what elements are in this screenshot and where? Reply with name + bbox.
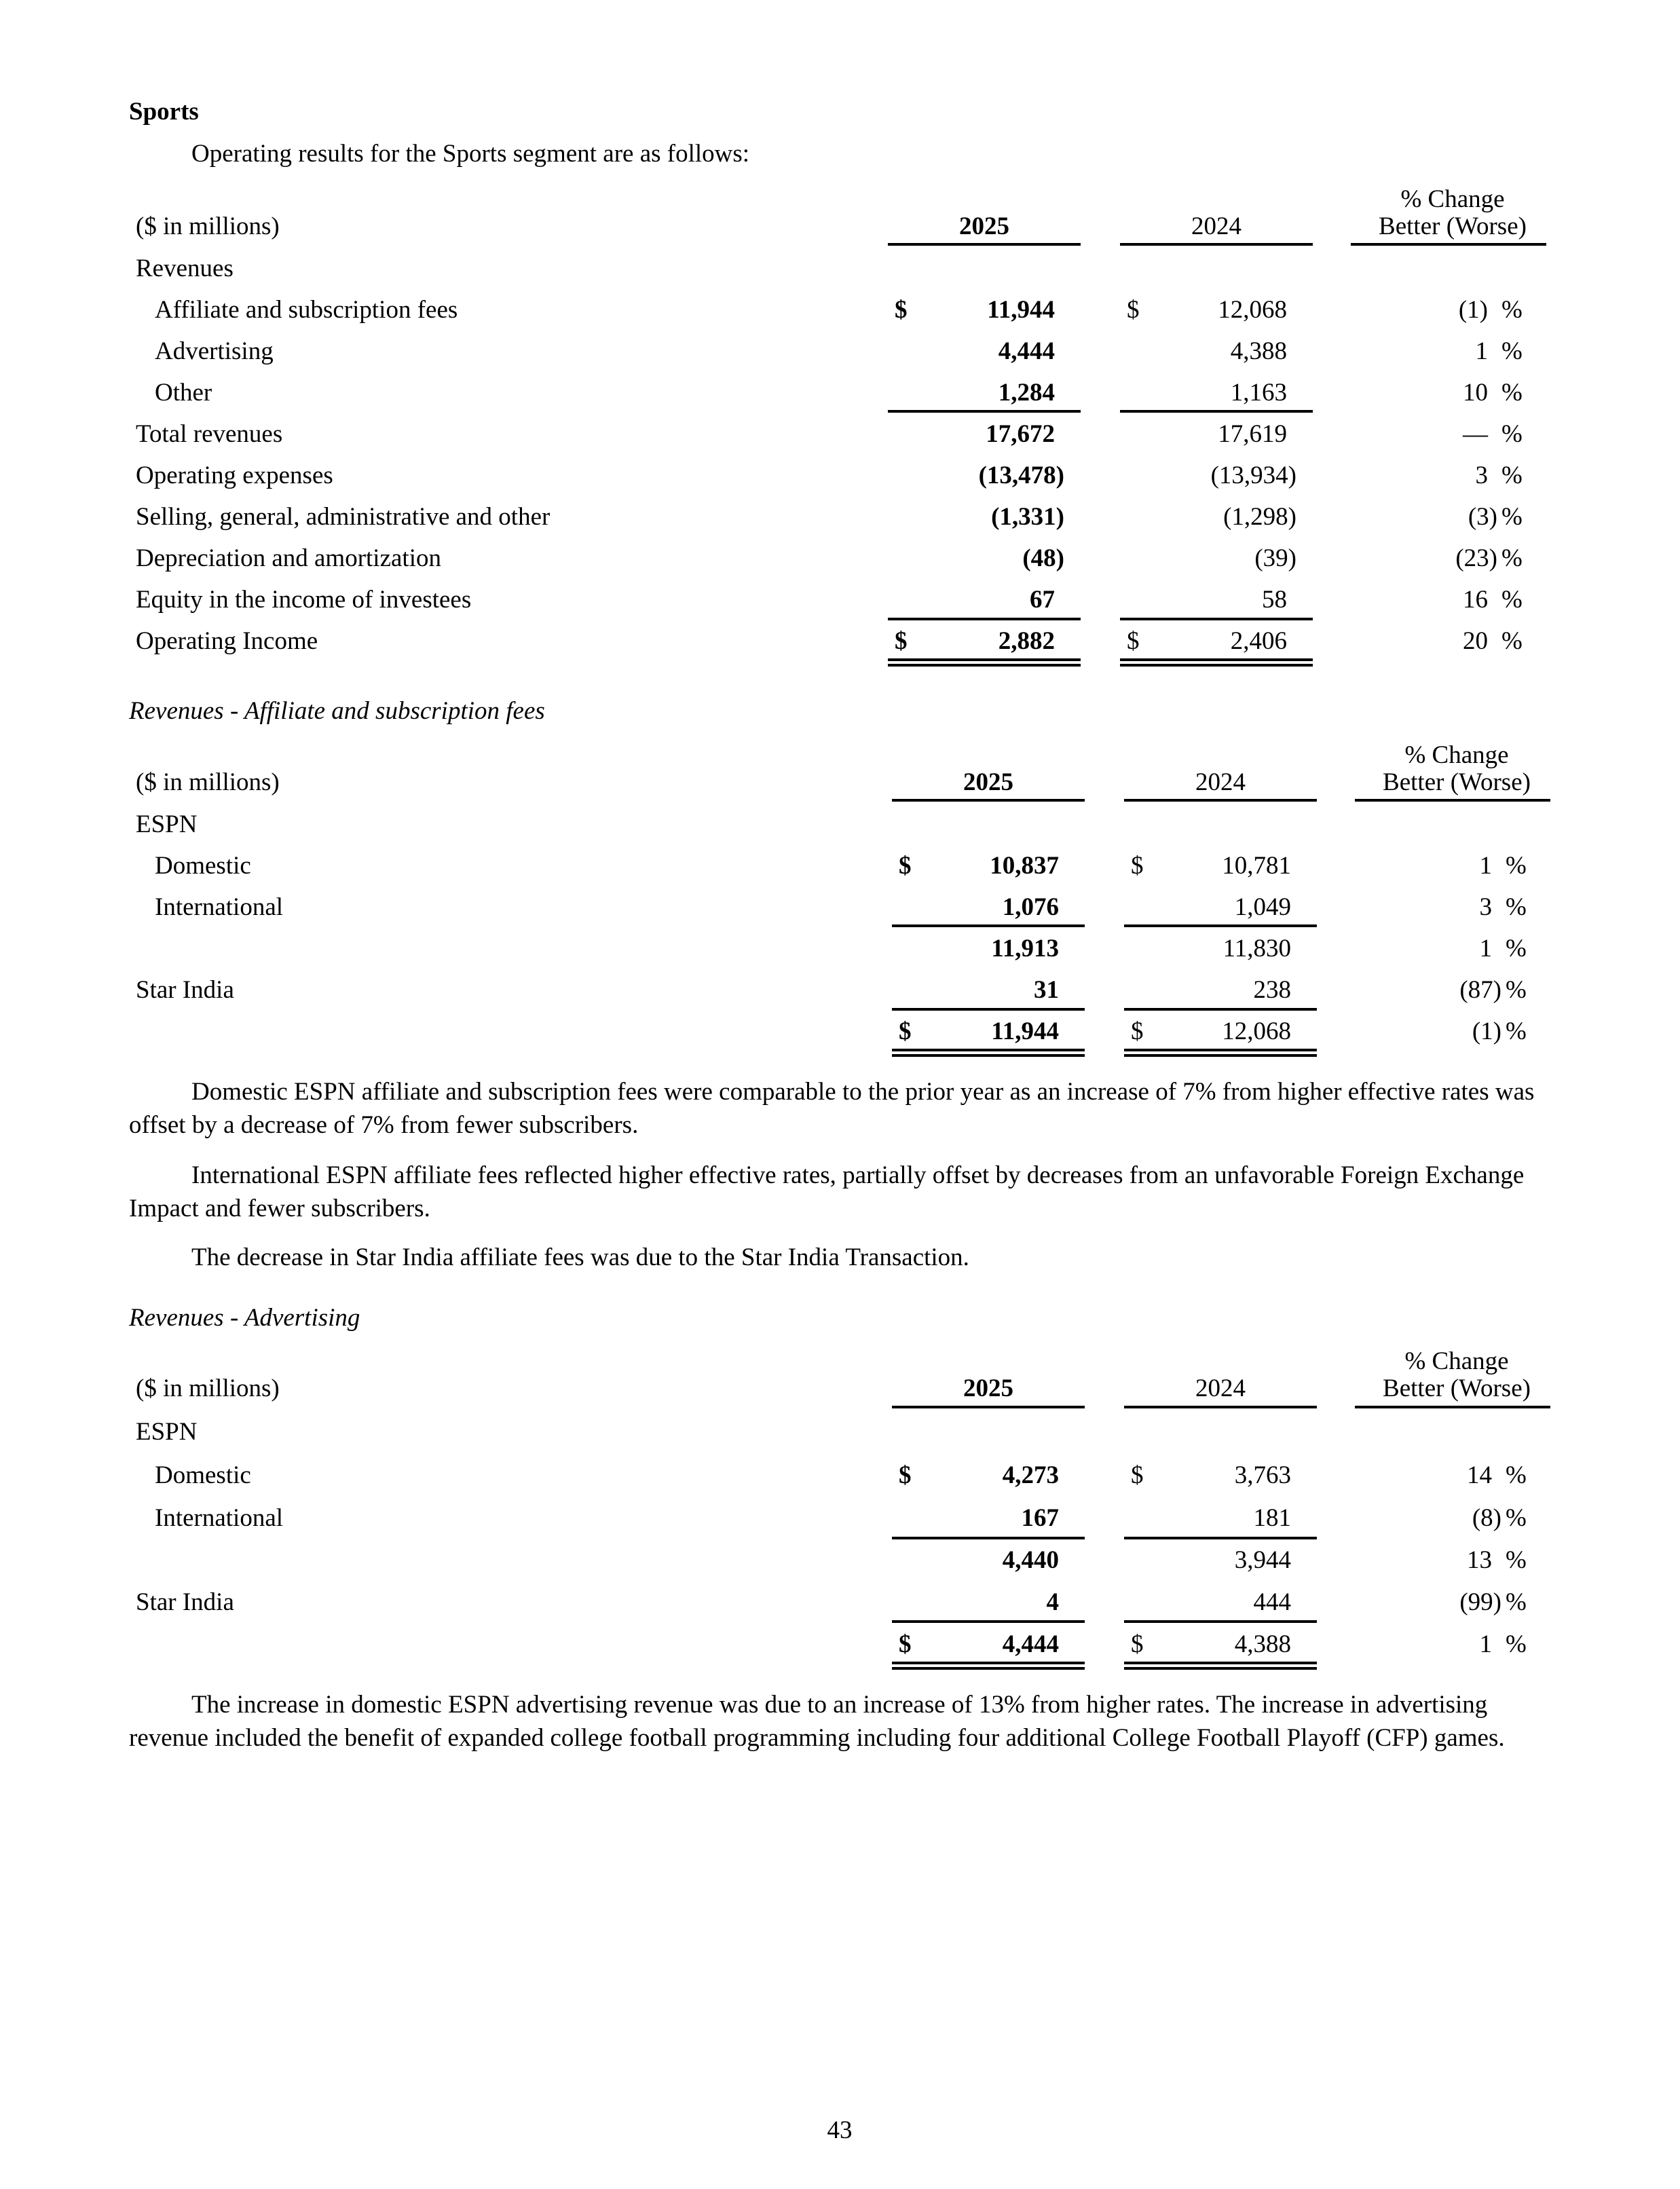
advertising-paragraph: The increase in domestic ESPN advertising revenue was due to an increase of 13% from higher rates. The increase in advertising revenue included the benefit of expanded college football programming including four additional College Football Playoff (CFP) games. — [129, 1691, 1505, 1752]
value-2025: 11,944 — [987, 296, 1055, 324]
total-double-rule — [1124, 1662, 1317, 1670]
total-double-rule — [1124, 1049, 1317, 1057]
pct-sign: % — [1506, 976, 1527, 1004]
total-2024: 4,388 — [1234, 1630, 1291, 1658]
pct-change: 16 — [1463, 586, 1488, 614]
total-2025: 4,444 — [1002, 1630, 1059, 1658]
col-2025-header: 2025 — [959, 212, 1009, 240]
subtotal-rule — [892, 1537, 1085, 1539]
pct-sign: % — [1501, 462, 1523, 489]
pct-change: (8) — [1472, 1504, 1501, 1532]
pct-change: (99) — [1459, 1588, 1501, 1616]
subtotal-rule — [1124, 1008, 1317, 1011]
value-2025: 67 — [1030, 586, 1055, 614]
pct-change: 10 — [1463, 379, 1488, 407]
pct-sign: % — [1501, 544, 1523, 572]
row-label: International — [155, 893, 284, 921]
dollar-sign: $ — [899, 852, 912, 880]
pct-change: (1) — [1458, 296, 1488, 324]
value-2024: 2,406 — [1230, 627, 1287, 655]
value-2025: 17,672 — [986, 420, 1055, 448]
col-2024-header: 2024 — [1195, 1374, 1246, 1402]
value-2025: (48) — [1022, 544, 1064, 572]
pct-sign: % — [1506, 1504, 1527, 1532]
value-2024: 238 — [1253, 976, 1291, 1004]
dollar-sign: $ — [899, 1630, 912, 1658]
col-2025-header: 2025 — [963, 768, 1013, 796]
row-label: Advertising — [155, 337, 274, 365]
group-label: ESPN — [136, 810, 198, 838]
change-header-line2: Better (Worse) — [1383, 1374, 1531, 1402]
pct-change: (87) — [1459, 976, 1501, 1004]
header-rule — [888, 243, 1081, 246]
value-2025: 1,284 — [998, 379, 1055, 407]
row-label: Depreciation and amortization — [136, 544, 441, 572]
value-2025: 1,076 — [1002, 893, 1059, 921]
subtotal-2024: 3,944 — [1234, 1546, 1291, 1574]
advertising-heading: Revenues - Advertising — [129, 1304, 360, 1332]
dollar-sign: $ — [1131, 1630, 1144, 1658]
pct-change: 1 — [1475, 337, 1488, 365]
subtotal-2025: 11,913 — [991, 935, 1059, 962]
pct-sign: % — [1501, 420, 1523, 448]
row-label: International — [155, 1504, 284, 1532]
value-2024: 444 — [1253, 1588, 1291, 1616]
pct-change: 1 — [1479, 1630, 1492, 1658]
dollar-sign: $ — [1131, 1017, 1144, 1045]
total-double-rule — [892, 1049, 1085, 1057]
total-double-rule — [892, 1662, 1085, 1670]
subtotal-rule — [892, 1620, 1085, 1623]
subtotal-rule — [888, 410, 1081, 413]
total-double-rule — [888, 658, 1081, 667]
subtotal-2024: 11,830 — [1222, 935, 1291, 962]
dollar-sign: $ — [895, 296, 908, 324]
change-header-line1: % Change — [1400, 185, 1505, 213]
value-2024: 1,049 — [1234, 893, 1291, 921]
pct-change: 13 — [1467, 1546, 1492, 1574]
value-2024: 58 — [1262, 586, 1287, 614]
header-rule — [1355, 799, 1550, 802]
units-label: ($ in millions) — [136, 1374, 280, 1402]
pct-change: 1 — [1479, 935, 1492, 962]
row-label: Operating expenses — [136, 462, 333, 489]
units-label: ($ in millions) — [136, 212, 280, 240]
pct-sign: % — [1506, 1017, 1527, 1045]
revenues-label: Revenues — [136, 255, 234, 282]
row-label: Selling, general, administrative and other — [136, 503, 550, 531]
pct-sign: % — [1501, 503, 1523, 531]
value-2025: 10,837 — [990, 852, 1059, 880]
change-header-line2: Better (Worse) — [1379, 212, 1527, 240]
value-2024: (13,934) — [1210, 462, 1296, 489]
value-2024: 1,163 — [1230, 379, 1287, 407]
pct-sign: % — [1506, 1588, 1527, 1616]
subtotal-rule — [892, 924, 1085, 927]
change-header-line1: % Change — [1404, 741, 1509, 769]
affiliate-heading: Revenues - Affiliate and subscription fees — [129, 697, 545, 725]
pct-sign: % — [1501, 586, 1523, 614]
header-rule — [1351, 243, 1546, 246]
pct-change: (1) — [1472, 1017, 1501, 1045]
affiliate-paragraph: International ESPN affiliate fees reflected higher effective rates, partially offset by decreases from an unfavorable Foreign Exchange Impact and fewer subscribers. — [129, 1161, 1525, 1222]
dollar-sign: $ — [899, 1461, 912, 1489]
group-label: ESPN — [136, 1418, 198, 1446]
subtotal-rule — [1124, 924, 1317, 927]
row-label: Star India — [136, 1588, 234, 1616]
pct-change: 3 — [1475, 462, 1488, 489]
total-double-rule — [1120, 658, 1313, 667]
value-2025: 4,444 — [998, 337, 1055, 365]
value-2025: (1,331) — [991, 503, 1064, 531]
row-label: Star India — [136, 976, 234, 1004]
dollar-sign: $ — [1127, 296, 1140, 324]
value-2025: 167 — [1021, 1504, 1059, 1532]
value-2024: 3,763 — [1234, 1461, 1291, 1489]
value-2024: 181 — [1253, 1504, 1291, 1532]
page-number: 43 — [827, 2116, 853, 2144]
change-header-line1: % Change — [1404, 1347, 1509, 1375]
row-label: Affiliate and subscription fees — [155, 296, 458, 324]
value-2024: 12,068 — [1218, 296, 1287, 324]
dollar-sign: $ — [1131, 1461, 1144, 1489]
subtotal-rule — [1120, 618, 1313, 620]
pct-sign: % — [1506, 852, 1527, 880]
pct-change: — — [1463, 420, 1488, 448]
units-label: ($ in millions) — [136, 768, 280, 796]
affiliate-paragraph: The decrease in Star India affiliate fees was due to the Star India Transaction. — [191, 1243, 969, 1271]
value-2025: 2,882 — [998, 627, 1055, 655]
pct-sign: % — [1506, 893, 1527, 921]
row-label: Total revenues — [136, 420, 283, 448]
row-label: Domestic — [155, 852, 251, 880]
col-2025-header: 2025 — [963, 1374, 1013, 1402]
header-rule — [1124, 1406, 1317, 1408]
change-header-line2: Better (Worse) — [1383, 768, 1531, 796]
pct-sign: % — [1506, 935, 1527, 962]
subtotal-rule — [1124, 1537, 1317, 1539]
pct-sign: % — [1506, 1546, 1527, 1574]
pct-sign: % — [1501, 337, 1523, 365]
pct-change: 1 — [1479, 852, 1492, 880]
value-2025: (13,478) — [978, 462, 1064, 489]
dollar-sign: $ — [1131, 852, 1144, 880]
value-2024: (39) — [1254, 544, 1296, 572]
total-2025: 11,944 — [991, 1017, 1059, 1045]
header-rule — [892, 1406, 1085, 1408]
row-label: Operating Income — [136, 627, 318, 655]
subtotal-rule — [1124, 1620, 1317, 1623]
pct-change: (23) — [1455, 544, 1497, 572]
value-2025: 4 — [1046, 1588, 1059, 1616]
subtotal-rule — [888, 618, 1081, 620]
pct-sign: % — [1506, 1461, 1527, 1489]
value-2025: 4,273 — [1002, 1461, 1059, 1489]
subtotal-rule — [892, 1008, 1085, 1011]
col-2024-header: 2024 — [1195, 768, 1246, 796]
header-rule — [892, 799, 1085, 802]
value-2025: 31 — [1034, 976, 1059, 1004]
dollar-sign: $ — [899, 1017, 912, 1045]
row-label: Other — [155, 379, 212, 407]
subtotal-2025: 4,440 — [1002, 1546, 1059, 1574]
pct-change: 14 — [1467, 1461, 1492, 1489]
pct-change: 20 — [1463, 627, 1488, 655]
pct-sign: % — [1501, 379, 1523, 407]
col-2024-header: 2024 — [1191, 212, 1242, 240]
header-rule — [1355, 1406, 1550, 1408]
value-2024: 10,781 — [1222, 852, 1291, 880]
affiliate-paragraph: Domestic ESPN affiliate and subscription fees were comparable to the prior year as an increase of 7% from higher effective rates was offset by a decrease of 7% from fewer subscribers. — [129, 1078, 1535, 1139]
intro-text: Operating results for the Sports segment are as follows: — [191, 140, 750, 168]
pct-sign: % — [1501, 296, 1523, 324]
pct-sign: % — [1501, 627, 1523, 655]
section-title: Sports — [129, 98, 199, 126]
pct-sign: % — [1506, 1630, 1527, 1658]
total-2024: 12,068 — [1222, 1017, 1291, 1045]
dollar-sign: $ — [895, 627, 908, 655]
value-2024: 4,388 — [1230, 337, 1287, 365]
row-label: Equity in the income of investees — [136, 586, 472, 614]
pct-change: (3) — [1468, 503, 1497, 531]
value-2024: 17,619 — [1218, 420, 1287, 448]
row-label: Domestic — [155, 1461, 251, 1489]
dollar-sign: $ — [1127, 627, 1140, 655]
subtotal-rule — [1120, 410, 1313, 413]
pct-change: 3 — [1479, 893, 1492, 921]
header-rule — [1124, 799, 1317, 802]
value-2024: (1,298) — [1223, 503, 1296, 531]
header-rule — [1120, 243, 1313, 246]
